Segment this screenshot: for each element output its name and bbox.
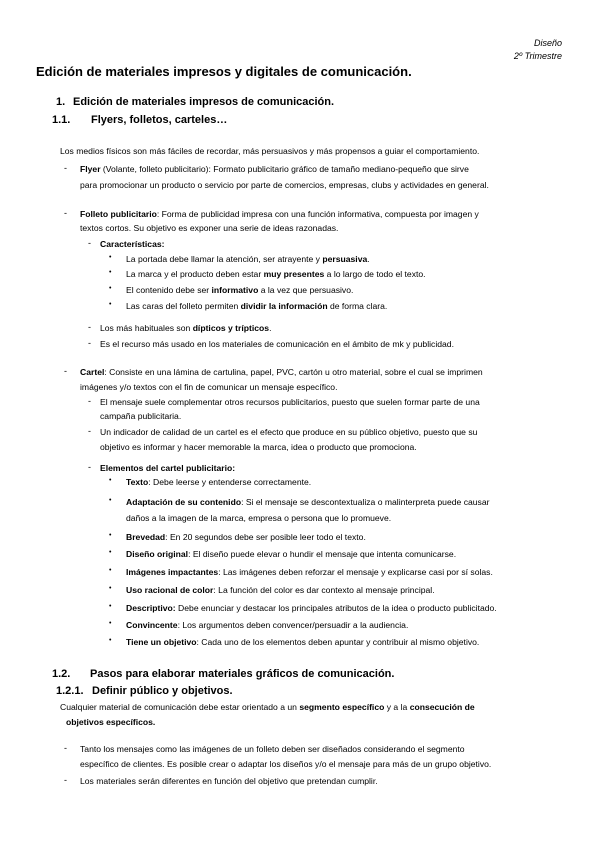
elemento-descriptivo: Descriptivo: Debe enunciar y destacar los principales atributos de la idea o producto publicitado. (126, 603, 497, 613)
elemento-diseno: Diseño original: El diseño puede elevar o hundir el mensaje que intenta comunicarse. (126, 549, 457, 559)
elementos-label: Elementos del cartel publicitario: (100, 463, 236, 473)
dash-bullet: - (88, 396, 91, 406)
dot-bullet: • (109, 549, 112, 556)
dash-bullet: - (64, 743, 67, 753)
dot-bullet: • (109, 567, 112, 574)
definir-line-2: objetivos específicos. (66, 717, 156, 727)
dot-bullet: • (109, 637, 112, 644)
dash-bullet: - (88, 322, 91, 332)
dash-bullet: - (88, 338, 91, 348)
recurso-line: Es el recurso más usado en los materiales de comunicación en el ámbito de mk y publicidad. (100, 339, 454, 349)
dash-bullet: - (64, 163, 67, 173)
cartel-line-1: Cartel: Consiste en una lámina de cartulina, papel, PVC, cartón u otro material, sobre el cual se imprimen (80, 367, 483, 377)
indicador-line-1: Un indicador de calidad de un cartel es el efecto que produce en su público objetivo, puesto que su (100, 427, 478, 437)
dash-bullet: - (64, 366, 67, 376)
dot-bullet: • (109, 254, 112, 261)
dot-bullet: • (109, 497, 112, 504)
dot-bullet: • (109, 620, 112, 627)
section-1-2-number: 1.2. (52, 668, 71, 680)
section-1-heading: Edición de materiales impresos de comunicación. (73, 96, 335, 108)
materiales-line: Los materiales serán diferentes en función del objetivo que pretendan cumplir. (80, 776, 378, 786)
section-1-1-number: 1.1. (52, 114, 71, 126)
dot-bullet: • (109, 532, 112, 539)
caracteristica-4: Las caras del folleto permiten dividir la información de forma clara. (126, 301, 388, 311)
elemento-imagenes: Imágenes impactantes: Las imágenes deben reforzar el mensaje y explicarse casi por sí solas. (126, 567, 493, 577)
caracteristicas-label: Características: (100, 239, 165, 249)
elemento-adaptacion: Adaptación de su contenido: Si el mensaje se descontextualiza o malinterpreta puede causar (126, 497, 490, 507)
indicador-line-2: objetivo es informar y hacer memorable la marca, idea o producto que promociona. (100, 442, 417, 452)
elemento-adaptacion-line-2: daños a la imagen de la marca, empresa o persona que lo promueve. (126, 513, 392, 523)
dot-bullet: • (109, 269, 112, 276)
section-1-number: 1. (56, 96, 66, 108)
intro-paragraph: Los medios físicos son más fáciles de recordar, más persuasivos y más propensos a guiar el comportamiento. (60, 146, 480, 156)
dash-bullet: - (64, 775, 67, 785)
elemento-objetivo: Tiene un objetivo: Cada uno de los elementos deben apuntar y contribuir al mismo objetivo. (126, 637, 480, 647)
dot-bullet: • (109, 603, 112, 610)
dot-bullet: • (109, 477, 112, 484)
flyer-line-2: para promocionar un producto o servicio por parte de comercios, empresas, clubs y actividades en general. (80, 180, 489, 190)
mensajes-line-2: específico de clientes. Es posible crear o adaptar los diseños y/o el mensaje para más de un grupo objetivo. (80, 759, 492, 769)
folleto-line-1: Folleto publicitario: Forma de publicidad impresa con una función informativa, compuesta por imagen y (80, 209, 479, 219)
section-1-1-heading: Flyers, folletos, carteles… (91, 114, 228, 126)
definir-line-1: Cualquier material de comunicación debe estar orientado a un segmento específico y a la consecución de (60, 702, 475, 712)
cartel-line-2: imágenes y/o textos con el fin de comunicar un mensaje específico. (80, 382, 338, 392)
section-1-2-heading: Pasos para elaborar materiales gráficos de comunicación. (90, 668, 395, 680)
elemento-convincente: Convincente: Los argumentos deben convencer/persuadir a la audiencia. (126, 620, 409, 630)
dash-bullet: - (88, 238, 91, 248)
dot-bullet: • (109, 585, 112, 592)
header-subject: Diseño (533, 38, 562, 48)
caracteristica-3: El contenido debe ser informativo a la vez que persuasivo. (126, 285, 354, 295)
dash-bullet: - (64, 208, 67, 218)
dot-bullet: • (109, 285, 112, 292)
section-1-2-1-heading: Definir público y objetivos. (92, 685, 233, 697)
habituales-line: Los más habituales son dípticos y trípticos. (100, 323, 272, 333)
folleto-line-2: textos cortos. Su objetivo es exponer una serie de ideas razonadas. (80, 223, 339, 233)
mensaje-line-2: campaña publicitaria. (100, 411, 182, 421)
document-title: Edición de materiales impresos y digitales de comunicación. (36, 64, 412, 79)
mensaje-line-1: El mensaje suele complementar otros recursos publicitarios, puesto que suelen formar parte de una (100, 397, 480, 407)
header-term: 2º Trimestre (513, 51, 562, 61)
dash-bullet: - (88, 426, 91, 436)
section-1-2-1-number: 1.2.1. (56, 685, 84, 697)
dot-bullet: • (109, 301, 112, 308)
dash-bullet: - (88, 462, 91, 472)
caracteristica-2: La marca y el producto deben estar muy presentes a lo largo de todo el texto. (126, 269, 426, 279)
elemento-texto: Texto: Debe leerse y entenderse correctamente. (126, 477, 312, 487)
caracteristica-1: La portada debe llamar la atención, ser atrayente y persuasiva. (126, 254, 370, 264)
elemento-color: Uso racional de color: La función del color es dar contexto al mensaje principal. (126, 585, 435, 595)
flyer-line-1: Flyer (Volante, folleto publicitario): Formato publicitario gráfico de tamaño mediano-pequeño que sirve (80, 164, 469, 174)
mensajes-line-1: Tanto los mensajes como las imágenes de un folleto deben ser diseñados considerando el segmento (80, 744, 465, 754)
elemento-brevedad: Brevedad: En 20 segundos debe ser posible leer todo el texto. (126, 532, 366, 542)
